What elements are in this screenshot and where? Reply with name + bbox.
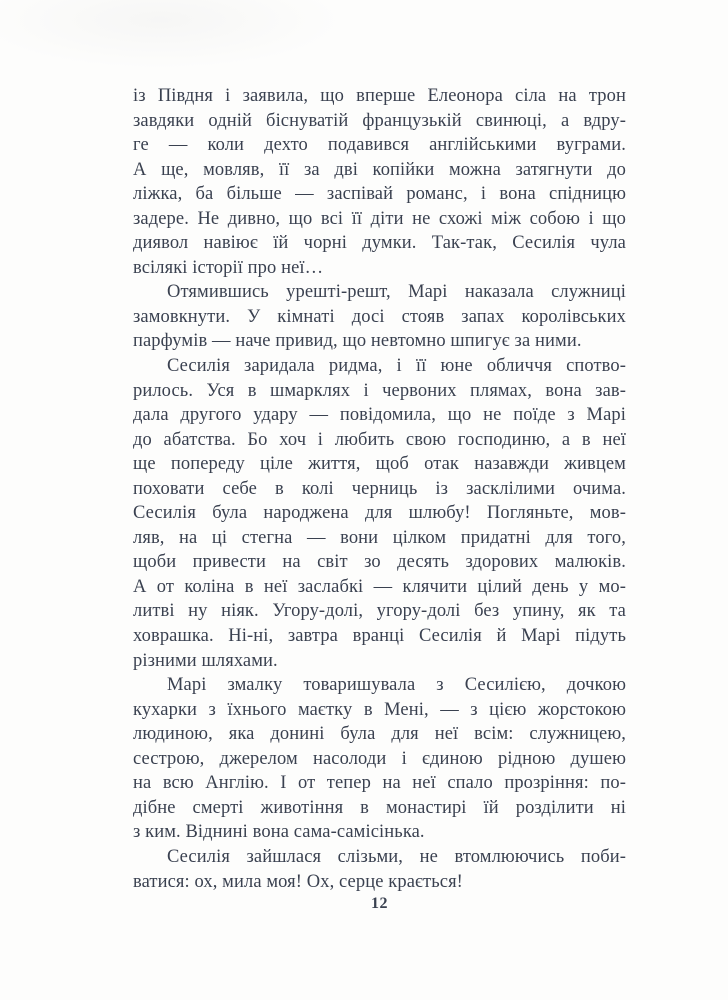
text-line: Марі змалку товаришувала з Сесилією, дочкою [167,675,626,696]
text-line: задере. Не дивно, що всі її діти не схожі між собою і що [133,208,626,229]
text-line: Сесилія була народжена для шлюбу! Погляньте, мов- [133,503,626,524]
text-line: щоби привести на світ зо десять здорових малюків. [133,552,626,573]
text-line: всілякі історії про неї… [133,257,324,278]
text-line: ліжка, ба більше — заспівай романс, і вона спідницю [133,184,626,205]
paragraph [133,84,626,280]
text-line: ховрашка. Ні-ні, завтра вранці Сесилія й Марі підуть [133,626,626,647]
text-line: Отямившись урешті-решт, Марі наказала служниці [167,282,626,303]
text-line: дала другого удару — повідомила, що не поїде з Марі [133,405,626,426]
text-line: сестрою, джерелом насолоди і єдиною рідною душею [133,748,626,769]
text-line: замовкнути. У кімнаті досі стояв запах королівських [133,306,626,327]
text-line: із Півдня і заявила, що вперше Елеонора сіла на трон [133,86,626,106]
paragraph [133,354,626,673]
text-line: людиною, яка донині була для неї всім: служницею, [133,724,626,745]
text-line: А от коліна в неї заслабкі — клячити цілий день у мо- [133,576,626,597]
text-line: ще попереду ціле життя, щоб отак назавжди живцем [133,454,626,475]
page-text [133,84,626,894]
paragraph [133,280,626,354]
text-line: кухарки з їхнього маєтку в Мені, — з цією жорстокою [133,699,626,720]
text-line: рилось. Уся в шмарклях і червоних плямах, вона зав- [133,380,626,401]
text-line: ватися: ох, мила моя! Ох, серце крається! [133,871,463,892]
text-line: поховати себе в колі черниць із засклілими очима. [133,478,626,499]
text-line: ляв, на ці стегна — вони цілком придатні для того, [133,527,626,548]
text-line: різними шляхами. [133,650,278,671]
text-line: парфумів — наче привид, що невтомно шпигує за ними. [133,331,582,352]
paragraph [133,673,626,845]
text-line: А ще, мовляв, її за дві копійки можна затягнути до [133,159,626,180]
text-line: диявол навіює їй чорні думки. Так-так, Сесилія чула [133,233,626,254]
text-line: литві ну ніяк. Угору-долі, угору-долі без упину, як та [133,601,626,622]
text-line: завдяки одній біснуватій французькій свинюці, а вдру- [133,110,626,131]
page-number: 12 [371,895,388,912]
paragraph [133,845,626,894]
text-line: Сесилія зайшлася слізьми, не втомлюючись поби- [167,846,626,867]
text-line: Сесилія заридала ридма, і її юне обличчя спотво- [167,356,626,377]
text-line: на всю Англію. І от тепер на неї спало прозріння: по- [133,773,626,794]
text-line: дібне смерті животіння в монастирі їй розділити ні [133,797,626,818]
text-line: з ким. Віднині вона сама-самісінька. [133,822,425,843]
text-line: ге — коли дехто подавився англійськими вуграми. [133,135,626,156]
text-line: до абатства. Бо хоч і любить свою господиню, а в неї [133,429,626,450]
